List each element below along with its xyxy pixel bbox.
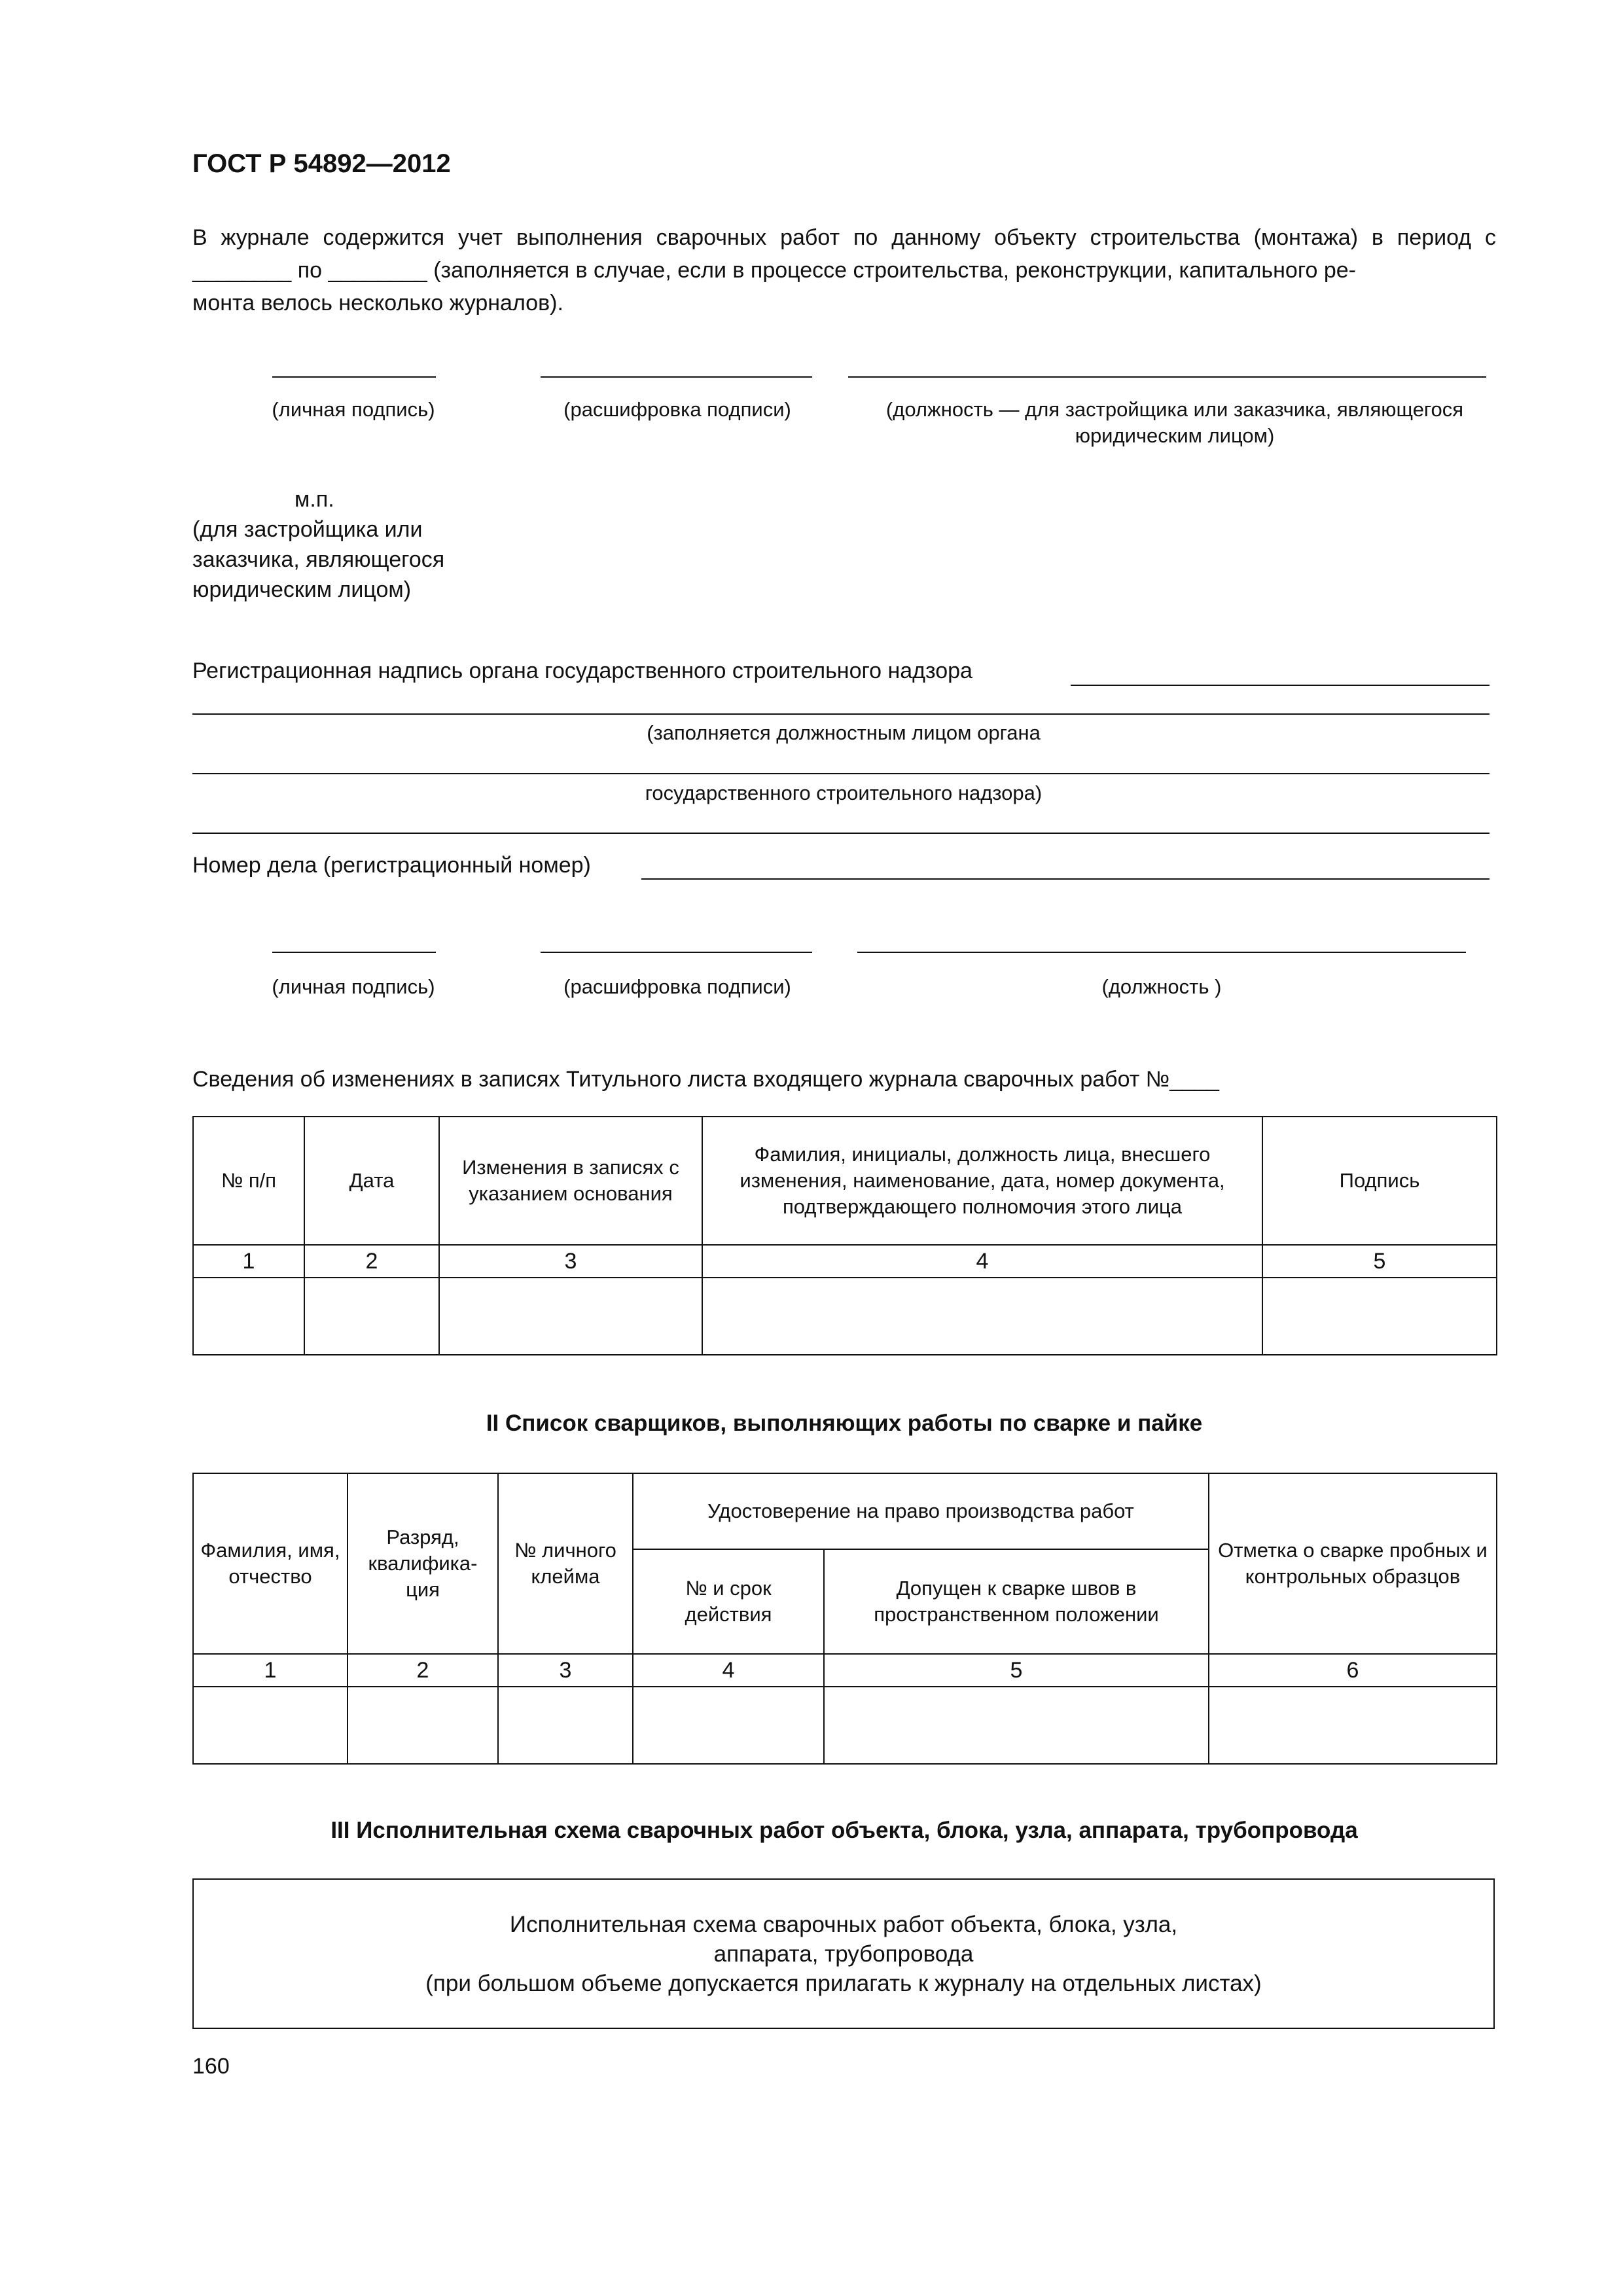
position-line-2 xyxy=(857,952,1466,953)
registration-note-1: (заполняется должностным лицом органа xyxy=(647,721,1041,744)
registration-line xyxy=(1071,685,1489,686)
registration-line-2 xyxy=(192,713,1489,715)
column-number: 4 xyxy=(633,1654,824,1687)
page-number: 160 xyxy=(192,2054,230,2079)
personal-signature-caption: (личная подпись) xyxy=(272,398,435,421)
registration-line-4 xyxy=(192,833,1489,834)
signature-line-2 xyxy=(272,952,436,953)
changes-header-row xyxy=(193,1117,1497,1245)
case-number-label: Номер дела (регистрационный номер) xyxy=(192,853,591,878)
header-cell: № личного клейма xyxy=(498,1473,633,1654)
changes-table xyxy=(192,1116,1497,1355)
schema-line-3: (при большом объеме допускается прилагать к журналу на отдельных листах) xyxy=(425,1970,1262,1996)
decode-signature-caption: (расшифровка подписи) xyxy=(563,398,791,421)
position-caption: (должность — для застройщика или заказчика, являющегося юридическим лицом) xyxy=(885,398,1464,447)
empty-cell xyxy=(498,1687,633,1764)
column-number: 1 xyxy=(193,1654,348,1687)
welders-empty-row xyxy=(193,1687,1497,1764)
stamp-note-line-3: юридическим лицом) xyxy=(192,577,412,602)
empty-cell xyxy=(439,1278,702,1355)
welders-number-row xyxy=(193,1654,1497,1687)
empty-cell xyxy=(702,1278,1262,1355)
registration-line-3 xyxy=(192,773,1489,774)
column-number: 5 xyxy=(1262,1245,1497,1278)
header-cell: Подпись xyxy=(1262,1117,1497,1245)
empty-cell xyxy=(1262,1278,1497,1355)
welders-header-row-1 xyxy=(193,1473,1497,1549)
stamp-note-line-2: заказчика, являющегося xyxy=(192,547,445,572)
intro-paragraph xyxy=(192,221,1496,319)
column-number: 5 xyxy=(824,1654,1209,1687)
empty-cell xyxy=(1209,1687,1497,1764)
empty-cell xyxy=(193,1687,348,1764)
position-line xyxy=(848,376,1486,378)
column-number: 2 xyxy=(348,1654,498,1687)
personal-signature-caption-2: (личная подпись) xyxy=(272,975,435,998)
header-cell: Удостоверение на право производства работ xyxy=(633,1473,1209,1549)
column-number: 6 xyxy=(1209,1654,1497,1687)
changes-empty-row xyxy=(193,1278,1497,1355)
column-number: 1 xyxy=(193,1245,304,1278)
header-cell: Дата xyxy=(304,1117,439,1245)
schema-line-2: аппарата, трубопровода xyxy=(713,1941,974,1967)
empty-cell xyxy=(824,1687,1209,1764)
empty-cell xyxy=(193,1278,304,1355)
decode-signature-caption-2: (расшифровка подписи) xyxy=(563,975,791,998)
column-number: 3 xyxy=(498,1654,633,1687)
column-number: 3 xyxy=(439,1245,702,1278)
header-cell: Фамилия, имя, отчество xyxy=(193,1473,348,1654)
stamp-note xyxy=(192,484,444,605)
schema-box xyxy=(192,1878,1495,2029)
stamp-note-line-1: (для застройщика или xyxy=(192,517,423,542)
changes-title: Сведения об изменениях в записях Титульного листа входящего журнала сварочных работ №____ xyxy=(192,1067,1219,1092)
empty-cell xyxy=(633,1687,824,1764)
header-cell: № и срок действия xyxy=(633,1549,824,1654)
decode-line-2 xyxy=(541,952,812,953)
signature-line xyxy=(272,376,436,378)
position-caption-2: (должность ) xyxy=(1101,975,1222,998)
header-cell: Разряд, квалифика-ция xyxy=(348,1473,498,1654)
decode-line xyxy=(541,376,812,378)
stamp-mark: м.п. xyxy=(294,487,334,512)
schema-line-1: Исполнительная схема сварочных работ объекта, блока, узла, xyxy=(509,1911,1178,1937)
intro-line-1: В журнале содержится учет выполнения сварочных работ по данному объекту строительства (монтажа) в период с ________ по ________ (заполняется в случае, если в процессе строительства, реконструкции, капитального ре- xyxy=(192,225,1496,283)
section-2-title: II Список сварщиков, выполняющих работы по сварке и пайке xyxy=(486,1410,1203,1436)
case-number-line xyxy=(641,878,1489,880)
welders-table xyxy=(192,1473,1497,1765)
header-cell: № п/п xyxy=(193,1117,304,1245)
empty-cell xyxy=(348,1687,498,1764)
changes-number-row xyxy=(193,1245,1497,1278)
column-number: 2 xyxy=(304,1245,439,1278)
header-cell: Отметка о сварке пробных и контрольных образцов xyxy=(1209,1473,1497,1654)
registration-note-2: государственного строительного надзора) xyxy=(645,781,1043,804)
header-cell: Фамилия, инициалы, должность лица, внесшего изменения, наименование, дата, номер документа, подтверждающего полномочия этого лица xyxy=(702,1117,1262,1245)
header-cell: Допущен к сварке швов в пространственном положении xyxy=(824,1549,1209,1654)
empty-cell xyxy=(304,1278,439,1355)
registration-label: Регистрационная надпись органа государственного строительного надзора xyxy=(192,658,972,683)
page-header: ГОСТ Р 54892—2012 xyxy=(192,149,451,178)
intro-line-2: монта велось несколько журналов). xyxy=(192,291,563,315)
section-3-title: III Исполнительная схема сварочных работ объекта, блока, узла, аппарата, трубопровода xyxy=(330,1818,1358,1843)
header-cell: Изменения в записях с указанием основания xyxy=(439,1117,702,1245)
column-number: 4 xyxy=(702,1245,1262,1278)
